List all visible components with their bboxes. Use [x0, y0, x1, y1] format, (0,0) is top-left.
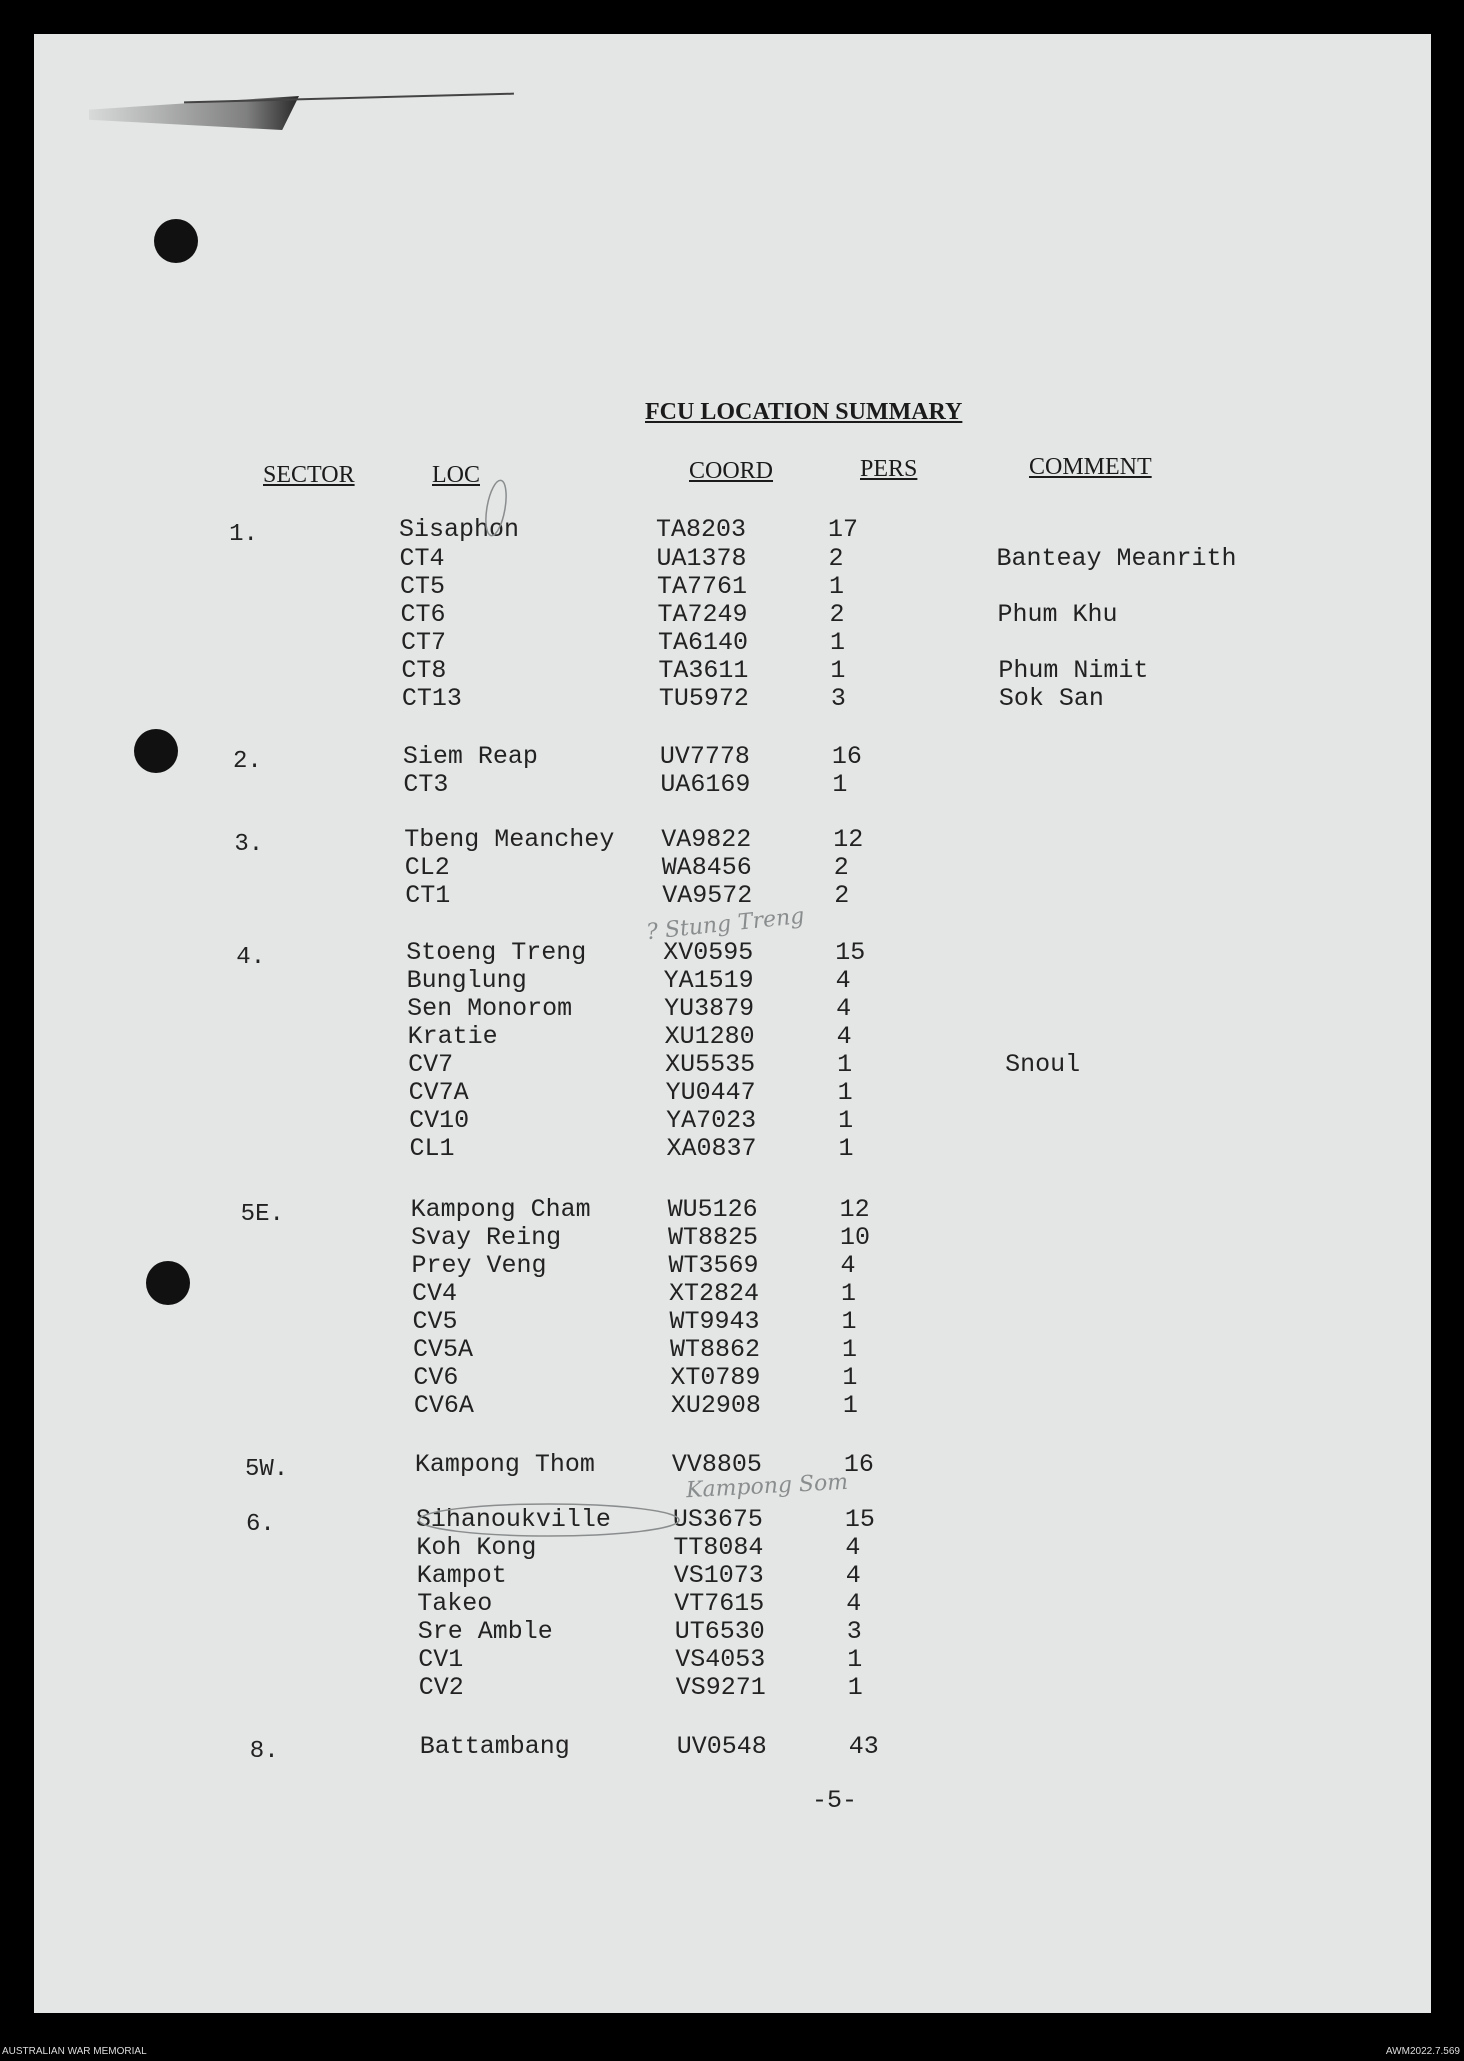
personnel-count: 1	[828, 572, 844, 601]
location-name: CV7A	[408, 1078, 469, 1107]
location-name: Siem Reap	[402, 742, 538, 771]
coordinate: XT0789	[670, 1363, 761, 1392]
coordinate: VT7615	[674, 1589, 765, 1618]
sector-label: 5E.	[240, 1201, 284, 1228]
personnel-count: 1	[832, 770, 848, 799]
coordinate: VS1073	[673, 1561, 764, 1590]
personnel-count: 10	[840, 1223, 871, 1252]
coordinate: XV0595	[663, 938, 754, 967]
personnel-count: 1	[829, 628, 845, 657]
location-name: Sisaphon	[399, 515, 520, 544]
coordinate: TA7249	[657, 600, 748, 629]
comment: Phum Nimit	[998, 656, 1149, 685]
location-name: Bunglung	[406, 966, 527, 995]
location-name: Prey Veng	[411, 1251, 547, 1280]
location-name: CT13	[401, 684, 462, 713]
page-title: FCU LOCATION SUMMARY	[645, 399, 963, 425]
location-name: Svay Reing	[411, 1223, 562, 1252]
punch-hole	[154, 219, 198, 263]
coordinate: XU5535	[665, 1050, 756, 1079]
location-name: Kratie	[407, 1022, 498, 1051]
location-name: CT7	[400, 628, 446, 657]
personnel-count: 1	[841, 1335, 857, 1364]
coordinate: YU3879	[664, 994, 755, 1023]
punch-hole	[146, 1261, 190, 1305]
coordinate: WT9943	[669, 1307, 760, 1336]
comment: Snoul	[1005, 1050, 1081, 1079]
sector-label: 4.	[236, 944, 266, 971]
personnel-count: 1	[838, 1106, 854, 1135]
location-name: CL1	[409, 1134, 455, 1163]
location-name: Stoeng Treng	[406, 938, 587, 967]
personnel-count: 1	[842, 1391, 858, 1420]
personnel-count: 1	[841, 1307, 857, 1336]
coordinate: UV0548	[676, 1732, 767, 1761]
location-name: CT4	[399, 544, 445, 573]
scan-mark-line	[184, 93, 514, 104]
personnel-count: 3	[846, 1617, 862, 1646]
handwritten-mark	[482, 478, 512, 538]
location-name: Kampong Cham	[410, 1195, 591, 1224]
header-coord: COORD	[689, 458, 774, 484]
coordinate: XT2824	[669, 1279, 760, 1308]
location-name: CT3	[403, 770, 449, 799]
personnel-count: 4	[845, 1533, 861, 1562]
personnel-count: 12	[833, 825, 864, 854]
coordinate: UA6169	[660, 770, 751, 799]
personnel-count: 1	[838, 1134, 854, 1163]
location-name: Tbeng Meanchey	[404, 825, 615, 854]
coordinate: WU5126	[667, 1195, 758, 1224]
location-name: CT8	[401, 656, 447, 685]
coordinate: UT6530	[674, 1617, 765, 1646]
comment: Sok San	[998, 684, 1104, 713]
location-name: Takeo	[417, 1589, 493, 1618]
handwritten-note-kampong-som: Kampong Som	[685, 1469, 849, 1504]
personnel-count: 1	[847, 1673, 863, 1702]
personnel-count: 1	[847, 1645, 863, 1674]
sector-label: 2.	[232, 748, 262, 775]
personnel-count: 4	[846, 1589, 862, 1618]
personnel-count: 12	[839, 1195, 870, 1224]
comment: Banteay Meanrith	[996, 544, 1237, 573]
footer-left: AUSTRALIAN WAR MEMORIAL	[2, 2046, 147, 2057]
coordinate: TA8203	[656, 515, 747, 544]
coordinate: TA7761	[656, 572, 747, 601]
sector-label: 5W.	[245, 1456, 289, 1483]
personnel-count: 2	[829, 600, 845, 629]
sector-label: 1.	[229, 521, 258, 548]
coordinate: XU1280	[664, 1022, 755, 1051]
location-name: Kampot	[416, 1561, 507, 1590]
coordinate: VS4053	[675, 1645, 766, 1674]
coordinate: VS9271	[675, 1673, 766, 1702]
personnel-count: 2	[828, 544, 844, 573]
personnel-count: 2	[833, 853, 849, 882]
sector-label: 8.	[249, 1738, 279, 1765]
location-name: Battambang	[419, 1732, 570, 1761]
personnel-count: 15	[844, 1505, 875, 1534]
handwritten-circle	[414, 1500, 684, 1540]
personnel-count: 43	[848, 1732, 879, 1761]
personnel-count: 4	[835, 966, 851, 995]
personnel-count: 1	[837, 1050, 853, 1079]
coordinate: XU2908	[670, 1391, 761, 1420]
coordinate: TU5972	[658, 684, 749, 713]
handwritten-note-stung-treng: ? Stung Treng	[645, 903, 806, 946]
location-name: CV6A	[413, 1391, 474, 1420]
header-pers: PERS	[860, 456, 918, 482]
personnel-count: 17	[828, 515, 859, 544]
document-page	[34, 34, 1431, 2013]
personnel-count: 1	[837, 1078, 853, 1107]
coordinate: YU0447	[665, 1078, 756, 1107]
location-name: Koh Kong	[416, 1533, 537, 1562]
location-name: Kampong Thom	[414, 1450, 595, 1479]
coordinate: XA0837	[666, 1134, 757, 1163]
sector-label: 6.	[245, 1511, 275, 1538]
location-name: Sihanoukville	[415, 1505, 611, 1534]
header-comment: COMMENT	[1029, 454, 1152, 480]
location-name: CV1	[418, 1645, 464, 1674]
coordinate: VV8805	[671, 1450, 762, 1479]
personnel-count: 1	[842, 1363, 858, 1392]
personnel-count: 1	[830, 656, 846, 685]
personnel-count: 4	[845, 1561, 861, 1590]
punch-hole	[134, 729, 178, 773]
location-name: Sre Amble	[417, 1617, 553, 1646]
coordinate: WT8862	[669, 1335, 760, 1364]
location-name: CV2	[418, 1673, 464, 1702]
personnel-count: 4	[836, 994, 852, 1023]
coordinate: WT8825	[668, 1223, 759, 1252]
personnel-count: 16	[843, 1450, 874, 1479]
personnel-count: 3	[830, 684, 846, 713]
coordinate: VA9572	[662, 881, 753, 910]
coordinate: YA7023	[666, 1106, 757, 1135]
personnel-count: 15	[835, 938, 866, 967]
location-name: CT1	[405, 881, 451, 910]
coordinate: TT8084	[673, 1533, 764, 1562]
location-name: CT5	[399, 572, 445, 601]
coordinate: UV7778	[659, 742, 750, 771]
footer-right: AWM2022.7.569	[1385, 2046, 1460, 2057]
location-name: CV5	[412, 1307, 458, 1336]
location-name: CV5A	[412, 1335, 473, 1364]
coordinate: WA8456	[661, 853, 752, 882]
coordinate: VA9822	[661, 825, 752, 854]
coordinate: UA1378	[656, 544, 747, 573]
location-name: CT6	[400, 600, 446, 629]
personnel-count: 1	[841, 1279, 857, 1308]
header-sector: SECTOR	[263, 462, 355, 488]
coordinate: TA6140	[657, 628, 748, 657]
coordinate: WT3569	[668, 1251, 759, 1280]
sector-label: 3.	[234, 831, 264, 858]
personnel-count: 4	[836, 1022, 852, 1051]
personnel-count: 16	[831, 742, 862, 771]
coordinate: TA3611	[658, 656, 749, 685]
coordinate: YA1519	[663, 966, 754, 995]
location-name: CL2	[404, 853, 450, 882]
location-name: CV4	[412, 1279, 458, 1308]
personnel-count: 4	[840, 1251, 856, 1280]
comment: Phum Khu	[997, 600, 1118, 629]
location-name: CV10	[409, 1106, 470, 1135]
coordinate: US3675	[672, 1505, 763, 1534]
location-name: CV6	[413, 1363, 459, 1392]
location-name: Sen Monorom	[407, 994, 573, 1023]
header-loc: LOC	[432, 462, 480, 488]
personnel-count: 2	[834, 881, 850, 910]
location-name: CV7	[408, 1050, 454, 1079]
page-number: -5-	[812, 1786, 858, 1815]
